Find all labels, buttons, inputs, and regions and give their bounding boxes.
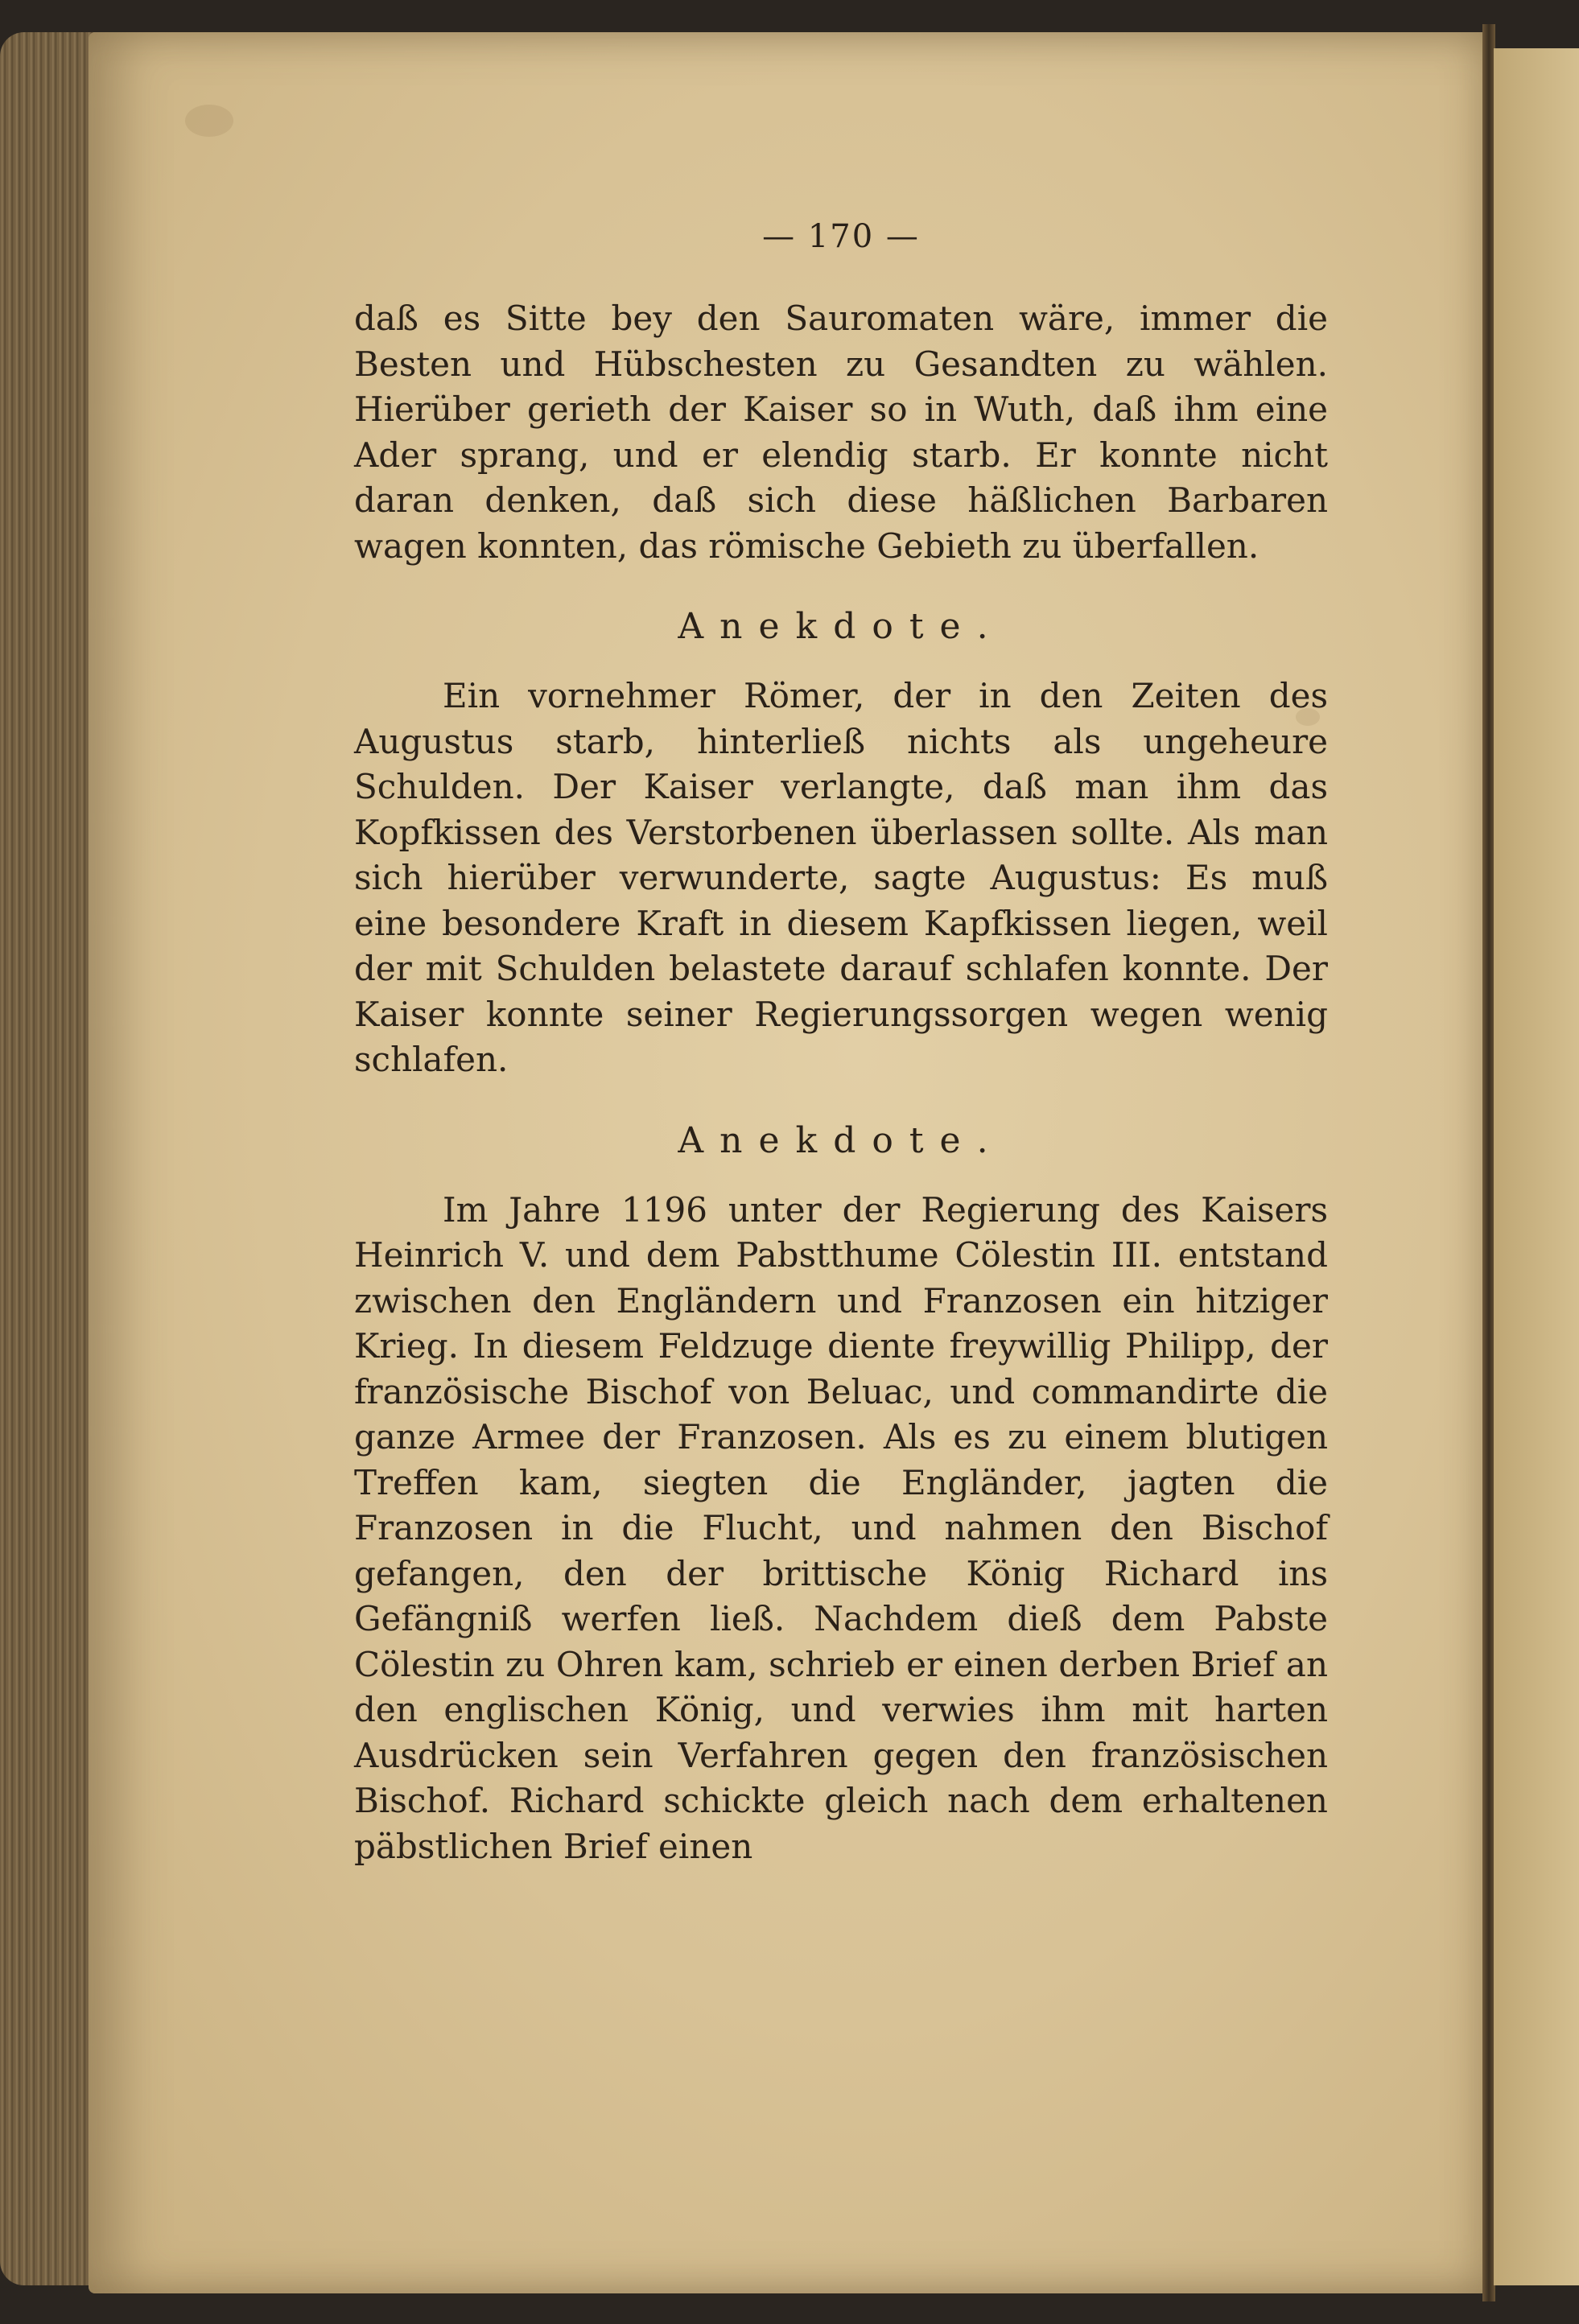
section-heading: Anekdote. bbox=[678, 1119, 1004, 1161]
anecdote-paragraph: Ein vornehmer Römer, der in den Zeiten des Augustus starb, hinterließ nichts als ungeheure Schulden. Der Kaiser verlangte, daß man ihm das Kopfkissen des Verstorbenen überlassen sollte. Als man sich hierüber verwunderte, sagte Augustus: Es muß eine besondere Kraft in diesem Kapfkissen liegen, weil der mit Schulden belastete darauf schlafen konnte. Der Kaiser konnte seiner Regierungssorgen wegen wenig schlafen. bbox=[354, 676, 1328, 1079]
section-heading: Anekdote. bbox=[678, 606, 1004, 647]
book-page-edges bbox=[0, 32, 97, 2285]
anecdote-paragraph: Im Jahre 1196 unter der Regierung des Kaisers Heinrich V. und dem Pabstthume Cölestin III. entstand zwischen den Engländern und Franzosen ein hitziger Krieg. In diesem Feldzuge diente freywillig Philipp, der französische Bischof von Beluac, und commandirte die ganze Armee der Franzosen. Als es zu einem blutigen Treffen kam, siegten die Engländer, jagten die Franzosen in die Flucht, und nahmen den Bischof gefangen, den der brittische König Richard ins Gefängniß werfen ließ. Nachdem dieß dem Pabste Cölestin zu Ohren kam, schrieb er einen derben Brief an den englischen König, und verwies ihm mit harten Ausdrücken sein Verfahren gegen den französischen Bischof. Richard schickte gleich nach dem erhaltenen päbstlichen Brief einen bbox=[354, 1189, 1328, 1866]
page-number: — 170 — bbox=[762, 218, 920, 255]
paragraph-continuation: daß es Sitte bey den Sauromaten wäre, immer die Besten und Hübschesten zu Gesandten zu wählen. Hierüber gerieth der Kaiser so in Wuth, daß ihm eine Ader sprang, und er elendig starb. Er konnte nicht daran denken, daß sich diese häßlichen Barbaren wagen konnten, das römische Gebieth zu überfallen. bbox=[354, 299, 1328, 566]
paper-stain bbox=[185, 105, 233, 137]
facing-page-edge bbox=[1494, 48, 1579, 2285]
page-text-block bbox=[354, 217, 1328, 2028]
